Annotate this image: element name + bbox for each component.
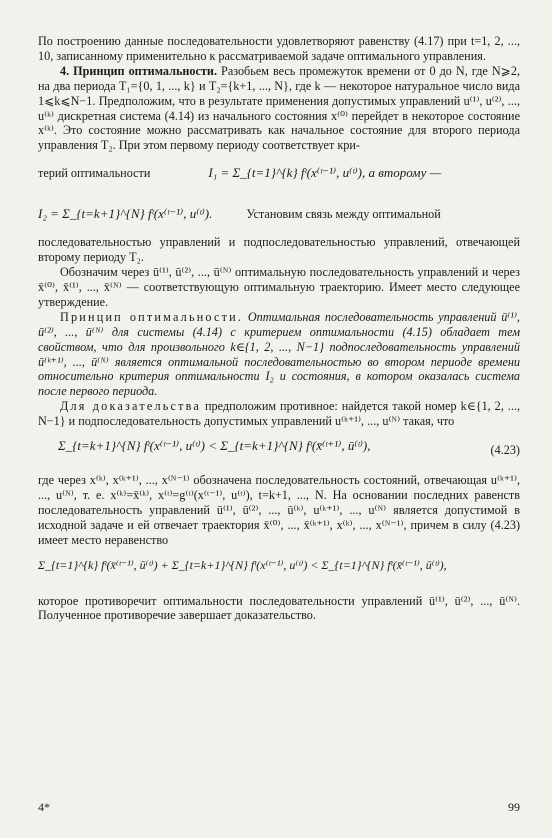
- formula-I1: I₁ = Σ_{t=1}^{k} fᵗ(x⁽ᵗ⁻¹⁾, u⁽ᵗ⁾), а второму —: [208, 164, 442, 180]
- formula-I2: I₂ = Σ_{t=k+1}^{N} fᵗ(x⁽ᵗ⁻¹⁾, u⁽ᵗ⁾).: [38, 205, 213, 221]
- paragraph-4: Обозначим через ū⁽¹⁾, ū⁽²⁾, ..., ū⁽ᴺ⁾ оптимальную последовательность управлений и через x̄⁽⁰⁾, x̄⁽¹⁾, ..., x̄⁽ᴺ⁾ — соответствующую оптимальную траекторию. Имеет место следующее утверждение.: [38, 265, 520, 309]
- paragraph-7: где через x⁽ᵏ⁾, x⁽ᵏ⁺¹⁾, ..., x⁽ᴺ⁻¹⁾ обозначена последовательность состояний, отвечающая u⁽ᵏ⁺¹⁾, ..., u⁽ᴺ⁾, т. е. x⁽ᵏ⁾=x̄⁽ᵏ⁾, x⁽ᵗ⁾=g⁽ᵗ⁾(x⁽ᵗ⁻¹⁾, u⁽ᵗ⁾), t=k+1, ..., N. На основании последних равенств последовательность управлений ū⁽¹⁾, ū⁽²⁾, ..., ū⁽ᵏ⁾, u⁽ᵏ⁺¹⁾, ..., u⁽ᴺ⁾ является допустимой в исходной задаче и ей отвечает траектория x̄⁽⁰⁾, ..., x̄⁽ᵏ⁺¹⁾, x⁽ᵏ⁾, ..., x⁽ᴺ⁻¹⁾, причем в силу (4.23) имеет место неравенство: [38, 473, 520, 547]
- paragraph-proof: [38, 399, 520, 429]
- formula-4-23-body: Σ_{t=k+1}^{N} fᵗ(x⁽ᵗ⁻¹⁾, u⁽ᵗ⁾) < Σ_{t=k+1}^{N} fᵗ(x̄⁽ᵗ⁺¹⁾, ū⁽ᵗ⁾),: [58, 438, 371, 454]
- paragraph-8: которое противоречит оптимальности последовательности управлений ū⁽¹⁾, ū⁽²⁾, ..., ū⁽ᴺ⁾. Полученное противоречие завершает доказательство.: [38, 593, 520, 623]
- proof-heading: Для доказательства: [60, 399, 202, 414]
- criterion-text-2: Установим связь между оптимальной: [246, 206, 441, 221]
- paragraph-1: По построению данные последовательности удовлетворяют равенству (4.17) при t=1, 2, ..., 10, записанному применительно к рассматриваемой задаче оптимального управления.: [38, 34, 520, 63]
- paragraph-principle-statement: [38, 310, 520, 399]
- section-heading: 4. Принцип оптимальности.: [60, 63, 217, 78]
- formula-4-23: [38, 429, 520, 473]
- page-footer: [38, 800, 520, 815]
- proof-text: предположим противное: найдется такой номер k∈{1, 2, ..., N−1} и подпоследовательность допустимых управлений u⁽ᵏ⁺¹⁾, ..., u⁽ᴺ⁾ такая, что: [38, 399, 520, 429]
- principle-text: Оптимальная последовательность управлений ū⁽¹⁾, ū⁽²⁾, ..., ū⁽ᴺ⁾ для системы (4.14) с критерием оптимальности (4.15) обладает тем свойством, что для произвольного k∈{1, 2, ..., N−1} подпоследовательность управлений ū⁽ᵏ⁺¹⁾, ..., ū⁽ᴺ⁾ является оптимальной последовательностью во втором периоде времени относительно критерия оптимальности I₂ и состояния, в котором оказалась система после первого периода.: [38, 309, 520, 399]
- criterion-row-2: [38, 193, 520, 235]
- signature-mark: 4*: [38, 800, 50, 814]
- page-number: 99: [508, 800, 520, 814]
- formula-4-23-label: (4.23): [490, 443, 520, 458]
- paragraph-3: последовательностью управлений и подпоследовательностью управлений, отвечающей второму периоду T₂.: [38, 235, 520, 265]
- formula-inequality: [38, 548, 520, 594]
- paragraph-text: Разобьем весь промежуток времени от 0 до N, где N⩾2, на два периода T₁={0, 1, ..., k} и T₂={k+1, ..., N}, где k — некоторое натуральное число вида 1⩽k⩽N−1. Предположим, что в результате применения допустимых управлений u⁽¹⁾, u⁽²⁾, ..., u⁽ᵏ⁾ дискретная система (4.14) из начального состояния x⁽⁰⁾ перейдет в некоторое состояние x⁽ᵏ⁾. Это состояние можно рассматривать как начальное состояние для второго периода управления T₂. При этом первому периоду соответствует кри-: [38, 63, 521, 153]
- criterion-row-1: [38, 153, 520, 193]
- formula-inequality-body: Σ_{t=1}^{k} fᵗ(x̄⁽ᵗ⁻¹⁾, ū⁽ᵗ⁾) + Σ_{t=k+1}^{N} fᵗ(x⁽ᵗ⁻¹⁾, u⁽ᵗ⁾) < Σ_{t=1}^{N} fᵗ(x̄⁽ᵗ⁻¹⁾, ū⁽ᵗ⁾),: [38, 557, 447, 572]
- paragraph-principle-intro: [38, 64, 520, 153]
- principle-heading: Принцип оптимальности.: [60, 309, 244, 324]
- criterion-text: терий оптимальности: [38, 165, 151, 180]
